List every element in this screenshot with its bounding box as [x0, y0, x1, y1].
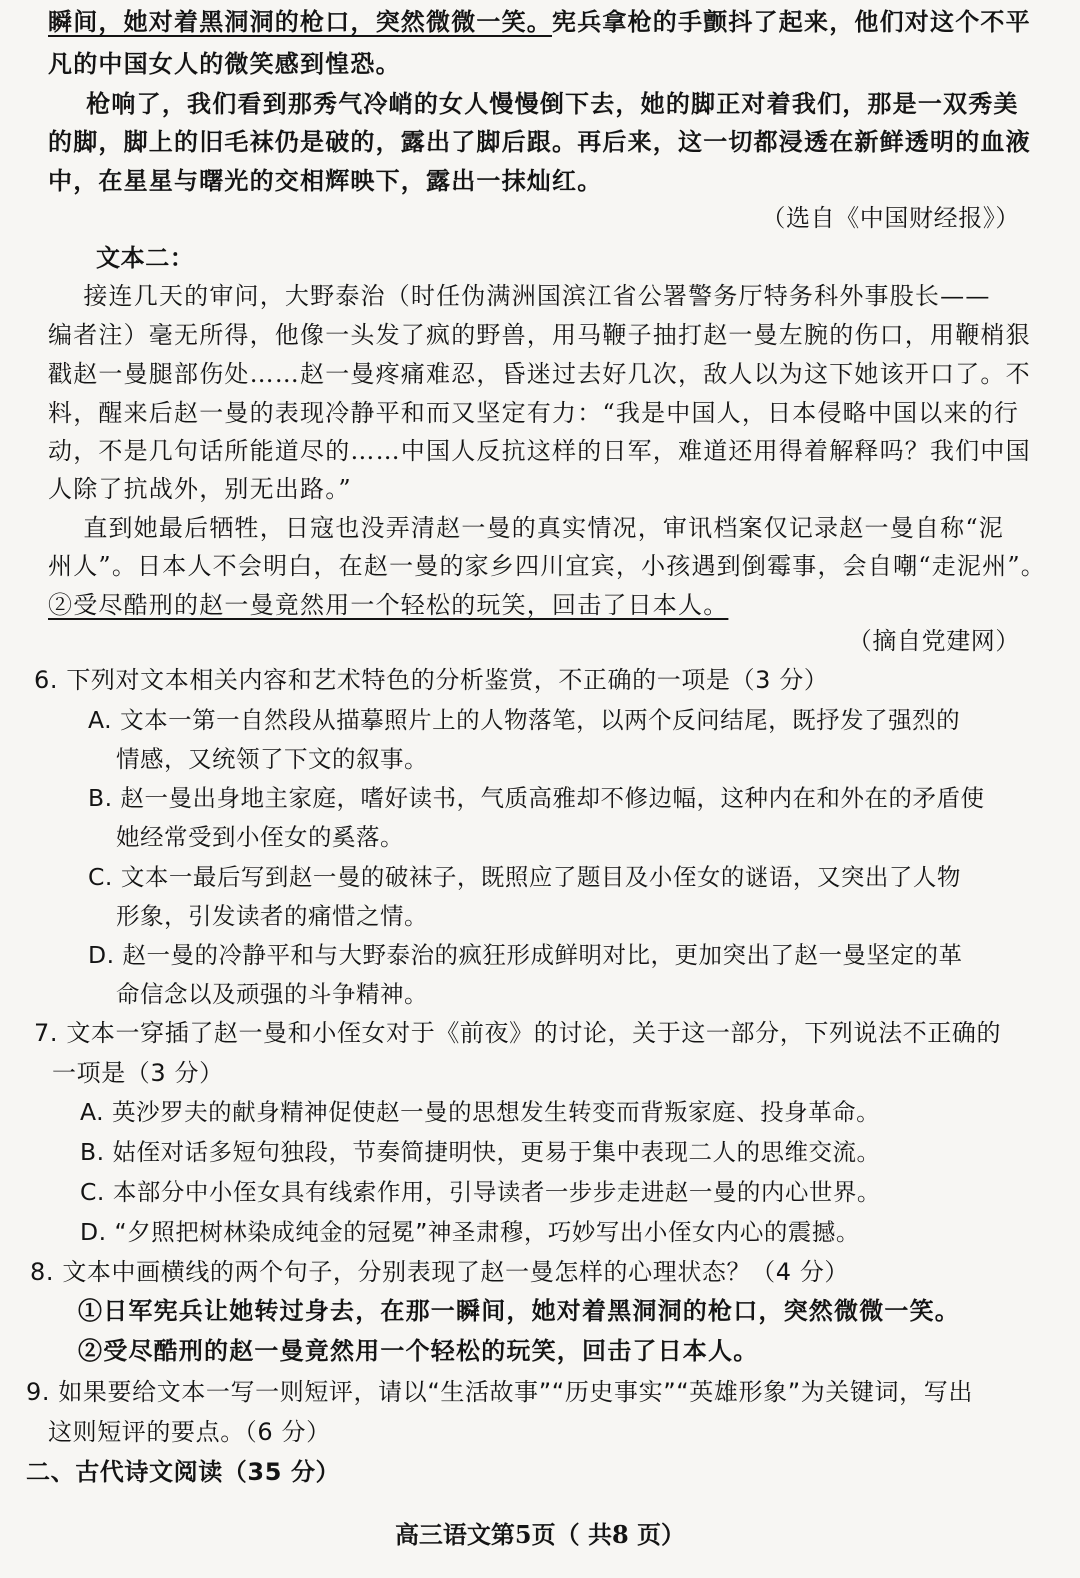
text1-line-1: 瞬间，她对着黑洞洞的枪口，突然微微一笑。宪兵拿枪的手颤抖了起来，他们对这个不平: [48, 7, 1031, 36]
question-8-sentence-2: ②受尽酷刑的赵一曼竟然用一个轻松的玩笑，回击了日本人。: [78, 1336, 759, 1365]
question-6-stem: 6. 下列对文本相关内容和艺术特色的分析鉴赏，不正确的一项是（3 分）: [34, 666, 829, 694]
text2-p1-line: 料，醒来后赵一曼的表现冷静平和而又坚定有力：“我是中国人，日本侵略中国以来的行: [48, 399, 1020, 427]
text1-line-5: 中，在星星与曙光的交相辉映下，露出一抹灿红。: [48, 166, 603, 195]
text1-source: （选自《中国财经报》）: [761, 204, 1020, 232]
underlined-sentence-2: ②受尽酷刑的赵一曼竟然用一个轻松的玩笑，回击了日本人。: [48, 591, 729, 619]
text2-p1-line: 接连几天的审问，大野泰治（时任伪满洲国滨江省公署警务厅特务科外事股长——: [48, 282, 991, 310]
text2-p1-line: 动，不是几句话所能道尽的……中国人反抗这样的日军，难道还用得着解释吗？我们中国: [48, 437, 1031, 465]
question-9-stem: 9. 如果要给文本一写一则短评，请以“生活故事”“历史事实”“英雄形象”为关键词，写出: [26, 1378, 973, 1406]
question-7-stem: 7. 文本一穿插了赵一曼和小侄女对于《前夜》的讨论，关于这一部分，下列说法不正确的: [34, 1019, 1002, 1047]
text2-p1-line: 编者注）毫无所得，他像一头发了疯的野兽，用马鞭子抽打赵一曼左腕的伤口，用鞭梢狠: [48, 321, 1031, 349]
question-6-option-a-cont: 情感，又统领了下文的叙事。: [116, 745, 428, 773]
underlined-sentence-1: 瞬间，她对着黑洞洞的枪口，突然微微一笑。: [48, 7, 552, 36]
text1-line-2: 凡的中国女人的微笑感到惶恐。: [48, 49, 401, 78]
question-7-option-b: B. 姑侄对话多短句独段，节奏简捷明快，更易于集中表现二人的思维交流。: [80, 1138, 881, 1166]
question-7-option-d: D. “夕照把树林染成纯金的冠冕”神圣肃穆，巧妙写出小侄女内心的震撼。: [80, 1218, 860, 1246]
question-6-option-d: D. 赵一曼的冷静平和与大野泰治的疯狂形成鲜明对比，更加突出了赵一曼坚定的革: [88, 941, 963, 969]
text1-line-4: 的脚，脚上的旧毛袜仍是破的，露出了脚后跟。再后来，这一切都浸透在新鲜透明的血液: [48, 127, 1031, 156]
question-8-stem: 8. 文本中画横线的两个句子，分别表现了赵一曼怎样的心理状态？（4 分）: [30, 1258, 850, 1286]
question-6-option-a: A. 文本一第一自然段从描摹照片上的人物落笔，以两个反问结尾，既抒发了强烈的: [88, 706, 961, 734]
text2-source: （摘自党建网）: [847, 627, 1020, 655]
text1-line-3: 枪响了，我们看到那秀气冷峭的女人慢慢倒下去，她的脚正对着我们，那是一双秀美: [48, 89, 1019, 118]
question-7-option-c: C. 本部分中小侄女具有线索作用，引导读者一步步走进赵一曼的内心世界。: [80, 1178, 881, 1206]
question-6-option-b-cont: 她经常受到小侄女的奚落。: [116, 823, 404, 851]
question-7-stem-cont: 一项是（3 分）: [52, 1059, 224, 1087]
question-9-stem-cont: 这则短评的要点。（6 分）: [48, 1418, 331, 1446]
question-6-option-d-cont: 命信念以及顽强的斗争精神。: [116, 980, 428, 1008]
text2-p2-line: 州人”。日本人不会明白，在赵一曼的家乡四川宜宾，小孩遇到倒霉事，会自嘲“走泥州”。: [48, 552, 1047, 580]
question-6-option-c: C. 文本一最后写到赵一曼的破袜子，既照应了题目及小侄女的谜语，又突出了人物: [88, 863, 961, 891]
text2-heading: 文本二：: [96, 244, 195, 272]
text2-p1-line: 人除了抗战外，别无出路。”: [48, 475, 352, 503]
question-7-option-a: A. 英沙罗夫的献身精神促使赵一曼的思想发生转变而背叛家庭、投身革命。: [80, 1098, 881, 1126]
section-2-heading: 二、古代诗文阅读（35 分）: [26, 1458, 341, 1486]
question-6-option-b: B. 赵一曼出身地主家庭，嗜好读书，气质高雅却不修边幅，这种内在和外在的矛盾使: [88, 784, 985, 812]
text2-p2-line: 直到她最后牺牲，日寇也没弄清赵一曼的真实情况，审讯档案仅记录赵一曼自称“泥: [48, 514, 1004, 542]
question-6-option-c-cont: 形象，引发读者的痛惜之情。: [116, 902, 428, 930]
question-8-sentence-1: ①日军宪兵让她转过身去，在那一瞬间，她对着黑洞洞的枪口，突然微微一笑。: [78, 1296, 960, 1325]
text2-p1-line: 戳赵一曼腿部伤处……赵一曼疼痛难忍，昏迷过去好几次，敌人以为这下她该开口了。不: [48, 360, 1031, 388]
page-footer: 高三语文第5页（ 共8 页）: [394, 1520, 686, 1549]
